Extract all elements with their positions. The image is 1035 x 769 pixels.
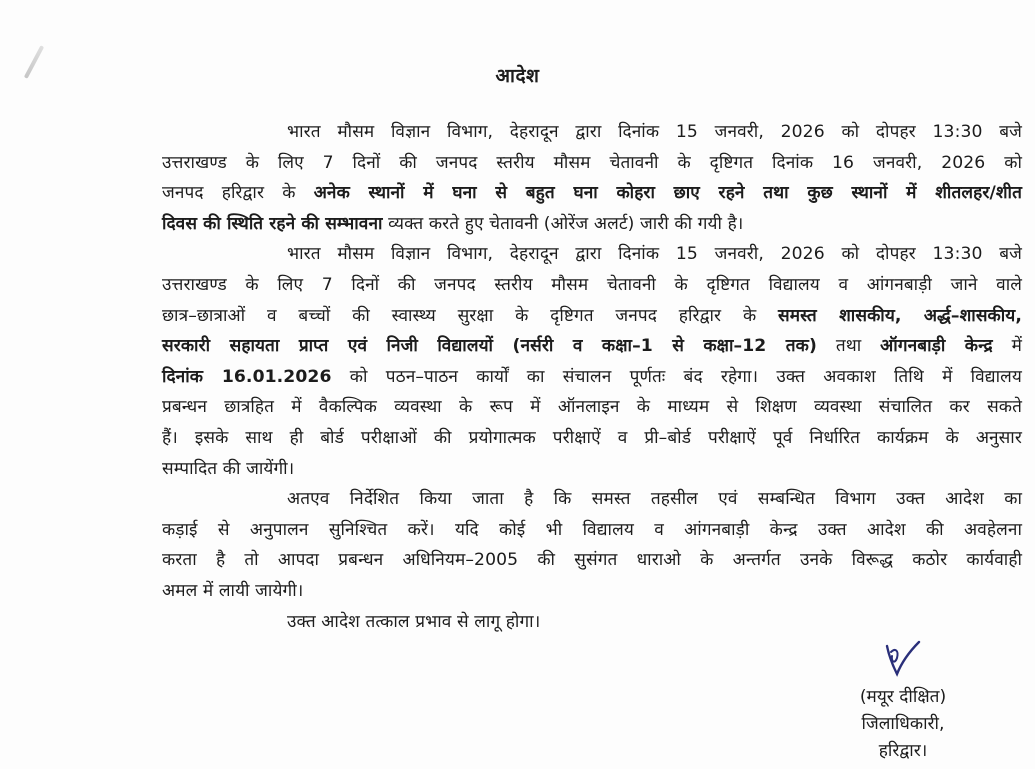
signatory-name: (मयूर दीक्षित)	[859, 687, 947, 707]
text-line: अतएव निर्देशित किया जाता है कि समस्त तहसील एवं सम्बन्धित विभाग उक्त आदेश का	[287, 489, 1022, 510]
paragraph-effective-immediately	[162, 607, 1022, 638]
text-line: सरकारी सहायता प्राप्त एवं निजी विद्यालयों (नर्सरी व कक्षा–1 से कक्षा–12 तक) तथा ऑगनबाड़ी केन्द्र में	[162, 336, 1022, 357]
text-line: छात्र–छात्राओं व बच्चों की स्वास्थ्य सुरक्षा के दृष्टिगत जनपद हरिद्वार के समस्त शासकीय, अर्द्ध–शासकीय,	[162, 305, 1022, 326]
text-line: करता है तो आपदा प्रबन्धन अधिनियम–2005 की सुसंगत धाराओ के अन्तर्गत उनके विरूद्ध कठोर कार्यवाही	[162, 550, 1022, 571]
paragraph-school-closure	[162, 239, 1022, 484]
text-line: उक्त आदेश तत्काल प्रभाव से लागू होगा।	[287, 611, 541, 632]
text-line: हैं। इसके साथ ही बोर्ड परीक्षाओं की प्रयोगात्मक परीक्षाऐं व प्री–बोर्ड परीक्षाऐं पूर्व निर्धारित कार्यक्रम के अनुसार	[162, 427, 1022, 448]
document-body	[162, 117, 1022, 637]
text-line: दिवस की स्थिति रहने की सम्भावना व्यक्त करते हुए चेतावनी (ओरेंज अलर्ट) जारी की गयी है।	[162, 213, 744, 234]
paragraph-compliance-directive	[162, 484, 1022, 606]
text-line: कड़ाई से अनुपालन सुनिश्चित करें। यदि कोई भी विद्यालय व आंगनबाड़ी केन्द्र उक्त आदेश की अवहेलना	[162, 519, 1022, 540]
paragraph-weather-warning	[162, 117, 1022, 239]
text-line: जनपद हरिद्वार के अनेक स्थानों में घना से बहुत घना कोहरा छाए रहने तथा कुछ स्थानों में शीतलहर/शीत	[162, 183, 1022, 204]
signature-icon	[873, 640, 933, 680]
text-line: प्रबन्धन छात्रहित में वैकल्पिक व्यवस्था के रूप में ऑनलाइन के माध्यम से शिक्षण व्यवस्था संचालित कर सकते	[162, 397, 1022, 418]
text-line: भारत मौसम विज्ञान विभाग, देहरादून द्वारा दिनांक 15 जनवरी, 2026 को दोपहर 13:30 बजे	[287, 122, 1022, 142]
text-line: दिनांक 16.01.2026 को पठन–पाठन कार्यों का संचालन पूर्णतः बंद रहेगा। उक्त अवकाश तिथि में विद्यालय	[162, 366, 1022, 387]
text-line: उत्तराखण्ड के लिए 7 दिनों की जनपद स्तरीय मौसम चेतावनी के दृष्टिगत विद्यालय व आंगनबाड़ी जाने वाले	[162, 274, 1022, 295]
signatory-location: हरिद्वार।	[878, 741, 928, 761]
text-line: उत्तराखण्ड के लिए 7 दिनों की जनपद स्तरीय मौसम चेतावनी के दृष्टिगत दिनांक 16 जनवरी, 2026 को	[162, 152, 1022, 173]
text-line: सम्पादित की जायेंगी।	[162, 458, 295, 479]
document-title: आदेश	[495, 65, 540, 87]
text-line: भारत मौसम विज्ञान विभाग, देहरादून द्वारा दिनांक 15 जनवरी, 2026 को दोपहर 13:30 बजे	[287, 244, 1022, 265]
signature-block	[838, 640, 968, 765]
text-line: अमल में लायी जायेगी।	[162, 580, 304, 601]
signatory-designation: जिलाधिकारी,	[861, 714, 945, 734]
